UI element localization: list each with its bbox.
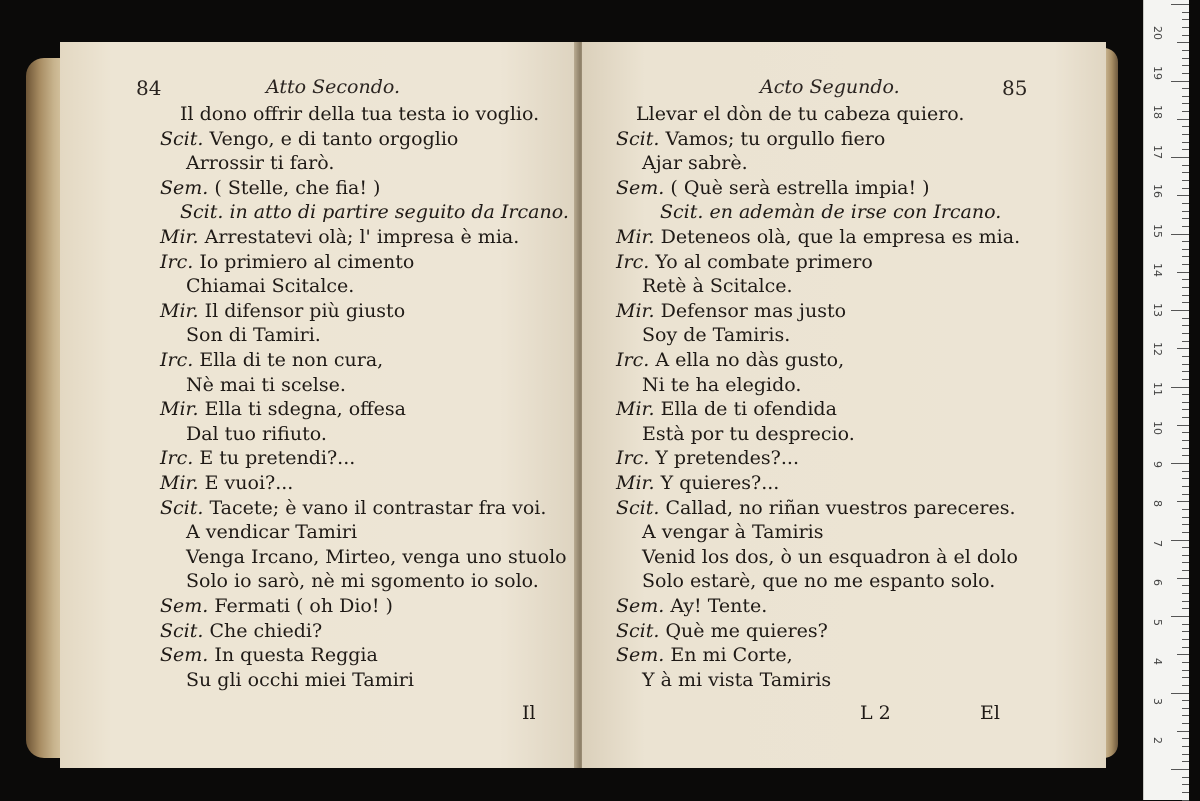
verse-line [186,422,327,446]
ruler-tick [1182,65,1189,66]
verse-line [160,348,383,372]
ruler-tick [1177,578,1189,579]
verse-line [616,176,930,200]
verse-line [642,274,793,298]
speaker-label: Mir. [616,472,655,494]
speaker-label: Irc. [616,349,650,371]
verse-text: Dal tuo rifiuto. [186,422,327,445]
verse-text: Il dono offrir della tua testa io voglio. [180,103,540,125]
ruler-tick [1182,142,1189,143]
verse-text: Y pretendes?... [655,447,799,470]
verse-text: Ni te ha elegido. [642,373,802,396]
ruler-tick [1182,677,1189,678]
verse-line [160,446,355,470]
ruler-label: 18 [1151,105,1164,119]
verse-line [616,127,885,151]
verse-line [160,250,414,274]
verse-line [616,594,767,618]
ruler-tick [1182,19,1189,20]
verse-line [616,471,779,495]
signature-mark: L 2 [860,702,891,724]
verse-text: Son di Tamiri. [186,324,321,347]
ruler-tick [1182,624,1189,625]
ruler-tick [1171,4,1189,5]
verse-text: Ella ti sdegna, offesa [204,398,406,421]
verse-line [160,299,405,323]
verse-text: Llevar el dòn de tu cabeza quiero. [636,103,965,125]
ruler-tick [1182,746,1189,747]
verse-line [642,520,823,544]
ruler-tick [1182,754,1189,755]
verse-line [186,323,321,347]
ruler-label: 7 [1151,539,1164,547]
ruler-tick [1182,96,1189,97]
speaker-label: Scit. [616,619,660,642]
ruler-tick [1182,455,1189,456]
catchword-right: El [980,702,1000,724]
ruler-tick [1177,272,1189,273]
ruler-tick [1182,562,1189,563]
ruler-tick [1182,715,1189,716]
verse-line [186,545,567,569]
verse-text: Yo al combate primero [655,250,873,273]
ruler-tick [1182,593,1189,594]
verse-line [636,102,964,126]
speaker-label: Mir. [616,398,655,421]
verse-line [616,348,844,372]
verse-text: In questa Reggia [214,644,378,667]
verse-text: Fermati ( oh Dio! ) [214,595,393,617]
verse-text: Solo io sarò, nè mi sgomento io solo. [186,570,539,593]
measurement-ruler [1143,0,1189,800]
ruler-tick [1171,157,1189,158]
ruler-tick [1182,211,1189,212]
ruler-label: 5 [1151,618,1164,626]
ruler-tick [1182,532,1189,533]
open-book [26,38,1118,776]
verse-line [186,668,414,692]
verse-line [616,299,846,323]
verse-text: Tacete; è vano il contrastar fra voi. [209,496,547,519]
verse-line [160,225,519,249]
ruler-tick [1182,256,1189,257]
ruler-label: 17 [1151,144,1164,159]
ruler-tick [1182,218,1189,219]
speaker-label: Irc. [616,250,650,273]
ruler-tick [1182,295,1189,296]
verse-line [642,545,1018,569]
verse-line [616,643,793,667]
verse-line [642,668,831,692]
ruler-tick [1171,310,1189,311]
speaker-label: Mir. [616,299,655,322]
speaker-label: Sem. [160,644,209,667]
ruler-tick [1171,463,1189,464]
ruler-label: 12 [1151,342,1164,356]
speaker-label: Mir. [160,226,199,248]
verse-line [160,127,458,151]
ruler-tick [1182,111,1189,112]
ruler-tick [1182,149,1189,150]
ruler-tick [1182,685,1189,686]
ruler-tick [1182,555,1189,556]
ruler-tick [1182,12,1189,13]
ruler-tick [1182,264,1189,265]
ruler-tick [1182,58,1189,59]
verse-line [616,619,828,643]
left-page [60,42,578,768]
speaker-label: Sem. [160,595,209,617]
speaker-label: Mir. [160,472,199,494]
ruler-label: 6 [1151,579,1164,586]
verse-text: Ajar sabrè. [642,152,748,175]
ruler-label: 20 [1151,26,1164,40]
running-head-left: Atto Secondo. [266,76,401,98]
verse-line [186,373,346,397]
ruler-tick [1171,769,1189,770]
ruler-tick [1182,172,1189,173]
ruler-tick [1182,601,1189,602]
ruler-tick [1182,738,1189,739]
stage-direction: Scit. en ademàn de irse con Ircano. [660,201,1002,224]
ruler-tick [1171,616,1189,617]
ruler-tick [1171,387,1189,388]
ruler-tick [1182,432,1189,433]
catchword-left: Il [522,702,536,724]
ruler-tick [1182,356,1189,357]
ruler-tick [1177,42,1189,43]
speaker-label: Sem. [616,176,665,199]
ruler-tick [1182,608,1189,609]
speaker-label: Mir. [616,226,655,248]
verse-text: A vengar à Tamiris [642,521,824,544]
ruler-tick [1182,524,1189,525]
verse-line [160,643,378,667]
verse-text: Deteneos olà, que la empresa es mia. [660,226,1021,248]
ruler-label: 9 [1151,460,1164,468]
ruler-tick [1171,81,1189,82]
ruler-label: 14 [1151,263,1164,277]
ruler-tick [1182,509,1189,510]
verse-text: Venga Ircano, Mirteo, venga uno stuolo [186,545,567,568]
ruler-tick [1182,494,1189,495]
ruler-tick [1182,639,1189,640]
verse-line [642,422,855,446]
verse-text: Io primiero al cimento [199,250,415,273]
verse-line [616,496,1016,520]
verse-line [160,176,380,200]
speaker-label: Irc. [616,447,650,470]
speaker-label: Sem. [160,176,209,199]
ruler-tick [1182,226,1189,227]
ruler-tick [1182,394,1189,395]
ruler-tick [1182,203,1189,204]
ruler-tick [1182,409,1189,410]
ruler-tick [1182,364,1189,365]
ruler-label: 10 [1151,421,1164,435]
ruler-tick [1177,119,1189,120]
ruler-tick [1182,73,1189,74]
ruler-label: 16 [1151,184,1164,198]
ruler-label: 15 [1151,223,1164,238]
verse-text: A ella no dàs gusto, [655,349,845,371]
ruler-tick [1182,103,1189,104]
verse-line [616,250,873,274]
ruler-tick [1182,134,1189,135]
ruler-tick [1182,249,1189,250]
verse-text: Arrestatevi olà; l' impresa è mia. [204,226,520,248]
speaker-label: Mir. [160,299,199,322]
ruler-tick [1182,547,1189,548]
stage-direction: Scit. in atto di partire seguito da Ircano. [180,201,569,224]
ruler-tick [1182,570,1189,571]
ruler-tick [1182,88,1189,89]
speaker-label: Mir. [160,398,199,421]
ruler-tick [1182,478,1189,479]
verse-text: Nè mai ti scelse. [186,373,346,396]
verse-line [160,594,393,618]
ruler-label: 4 [1151,658,1164,665]
verse-line [616,446,799,470]
verse-text: Y quieres?... [660,472,780,494]
verse-line [186,520,357,544]
ruler-tick [1177,731,1189,732]
verse-line [160,471,293,495]
ruler-tick [1182,50,1189,51]
verse-line [642,569,995,593]
ruler-label: 19 [1151,65,1164,80]
ruler-tick [1182,241,1189,242]
ruler-tick [1182,670,1189,671]
ruler-tick [1171,693,1189,694]
ruler-tick [1182,302,1189,303]
verse-text: E vuoi?... [204,472,294,494]
ruler-tick [1177,195,1189,196]
page-number-left: 84 [136,76,162,100]
ruler-label: 2 [1151,737,1164,744]
verse-line [616,225,1020,249]
verse-line [160,619,322,643]
ruler-tick [1182,379,1189,380]
verse-line [616,397,837,421]
verse-text: En mi Corte, [670,644,793,667]
ruler-tick [1182,631,1189,632]
ruler-tick [1182,27,1189,28]
ruler-tick [1182,279,1189,280]
verse-text: Ella de ti ofendida [660,398,837,421]
verse-text: Arrossir ti farò. [186,152,335,175]
ruler-label: 13 [1151,302,1164,317]
speaker-label: Irc. [160,250,194,273]
verse-line [160,496,546,520]
ruler-tick [1182,471,1189,472]
verse-text: Su gli occhi miei Tamiri [186,668,414,691]
ruler-tick [1182,325,1189,326]
verse-text: Il difensor più giusto [204,299,406,322]
speaker-label: Irc. [160,447,194,470]
ruler-tick [1182,777,1189,778]
speaker-label: Scit. [616,496,660,519]
ruler-tick [1177,425,1189,426]
ruler-tick [1182,486,1189,487]
verse-line [180,102,539,126]
ruler-tick [1182,585,1189,586]
ruler-tick [1182,35,1189,36]
ruler-tick [1171,540,1189,541]
verse-text: Retè à Scitalce. [642,275,793,298]
ruler-tick [1182,647,1189,648]
ruler-tick [1182,287,1189,288]
verse-line [660,200,1001,224]
ruler-tick [1177,501,1189,502]
verse-text: ( Stelle, che fia! ) [214,176,381,199]
ruler-tick [1171,234,1189,235]
speaker-label: Sem. [616,595,665,617]
verse-text: Y à mi vista Tamiris [642,668,832,691]
ruler-tick [1182,662,1189,663]
ruler-label: 11 [1151,381,1164,396]
verse-line [642,323,790,347]
speaker-label: Scit. [160,496,204,519]
verse-text: Venid los dos, ò un esquadron à el dolo [642,545,1018,568]
verse-text: Defensor mas justo [660,299,847,322]
verse-text: Solo estarè, que no me espanto solo. [642,570,996,593]
verse-line [642,151,748,175]
ruler-tick [1182,792,1189,793]
ruler-tick [1182,417,1189,418]
ruler-tick [1182,700,1189,701]
verse-text: Vengo, e di tanto orgoglio [209,127,459,150]
running-head-right: Acto Segundo. [760,76,900,98]
verse-line [186,274,354,298]
verse-line [642,373,801,397]
verse-text: Està por tu desprecio. [642,422,855,445]
ruler-tick [1182,165,1189,166]
verse-line [186,151,334,175]
ruler-tick [1182,402,1189,403]
speaker-label: Scit. [160,619,204,642]
ruler-tick [1182,126,1189,127]
verse-text: Che chiedi? [209,619,323,642]
verse-text: A vendicar Tamiri [186,521,358,544]
speaker-label: Scit. [616,127,660,150]
verse-text: Ella di te non cura, [199,349,384,371]
verse-text: Chiamai Scitalce. [186,275,355,298]
ruler-tick [1182,517,1189,518]
verse-text: Ay! Tente. [670,595,768,617]
ruler-tick [1182,371,1189,372]
ruler-label: 3 [1151,697,1164,705]
ruler-tick [1182,761,1189,762]
verse-line [160,397,406,421]
verse-text: Vamos; tu orgullo fiero [665,127,886,150]
ruler-label: 8 [1151,500,1164,507]
ruler-tick [1182,341,1189,342]
right-page [582,42,1106,768]
verse-text: Soy de Tamiris. [642,324,791,347]
page-number-right: 85 [1002,76,1028,100]
verse-text: Què me quieres? [665,619,828,642]
ruler-tick [1182,784,1189,785]
ruler-tick [1182,708,1189,709]
verse-text: ( Què serà estrella impia! ) [670,176,930,199]
verse-line [180,200,569,224]
ruler-tick [1177,654,1189,655]
ruler-tick [1182,333,1189,334]
ruler-tick [1182,318,1189,319]
speaker-label: Sem. [616,644,665,667]
ruler-tick [1182,723,1189,724]
speaker-label: Scit. [160,127,204,150]
verse-text: E tu pretendi?... [199,447,356,470]
ruler-tick [1182,440,1189,441]
verse-line [186,569,539,593]
speaker-label: Irc. [160,349,194,371]
ruler-tick [1182,180,1189,181]
ruler-tick [1182,188,1189,189]
verse-text: Callad, no riñan vuestros pareceres. [665,496,1016,519]
ruler-tick [1182,448,1189,449]
ruler-tick [1177,348,1189,349]
